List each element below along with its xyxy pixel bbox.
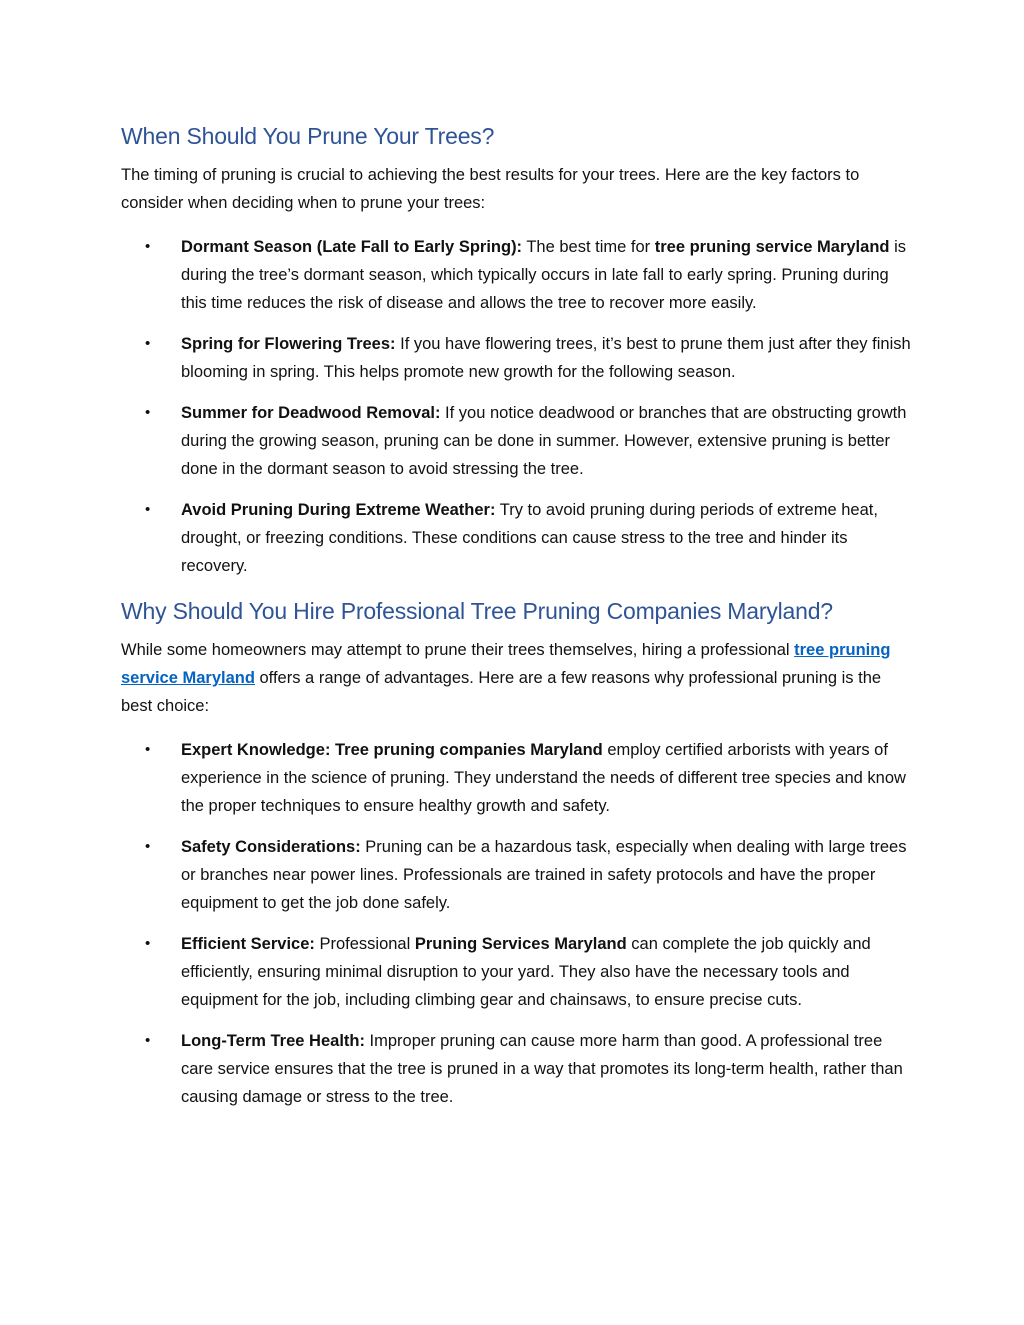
- bullet-icon: •: [145, 238, 151, 255]
- item-text: Pruning can be a hazardous task, especially when dealing with large trees or branches near power lines. Professionals are trained in safety protocols and have the proper equipment to get the job done safely.: [181, 838, 907, 912]
- item-label: Dormant Season (Late Fall to Early Spring):: [181, 238, 523, 256]
- section-heading-why: Why Should You Hire Professional Tree Pruning Companies Maryland?: [121, 598, 833, 624]
- bullet-icon: •: [145, 838, 151, 855]
- bullet-icon: •: [145, 741, 151, 758]
- timing-list: [121, 233, 911, 580]
- item-text: If you have flowering trees, it’s best to prune them just after they finish blooming in spring. This helps promote new growth for the following season.: [181, 335, 911, 381]
- bullet-icon: •: [145, 335, 151, 352]
- list-item: [121, 1027, 911, 1111]
- list-item: [121, 930, 911, 1014]
- list-item: [121, 833, 911, 917]
- item-label: Spring for Flowering Trees:: [181, 335, 396, 353]
- item-text: is during the tree’s dormant season, which typically occurs in late fall to early spring. Pruning during this time reduces the risk of disease and allows the tree to recover more easily.: [181, 238, 906, 312]
- item-label: Long-Term Tree Health:: [181, 1032, 365, 1050]
- item-text: If you notice deadwood or branches that are obstructing growth during the growing season, pruning can be done in summer. However, extensive pruning is better done in the dormant season to avoid stressing the tree.: [181, 404, 907, 478]
- intro-text: While some homeowners may attempt to prune their trees themselves, hiring a professional: [121, 641, 795, 659]
- section-intro-why: [121, 636, 911, 720]
- item-label: Avoid Pruning During Extreme Weather:: [181, 501, 496, 519]
- list-item: [121, 736, 911, 820]
- list-item: [121, 399, 911, 483]
- item-text: Improper pruning can cause more harm than good. A professional tree care service ensures that the tree is pruned in a way that promotes its long-term health, rather than causing damage or stress to the tree.: [181, 1032, 903, 1106]
- bullet-icon: •: [145, 404, 151, 421]
- item-strong: Pruning Services Maryland: [414, 935, 627, 953]
- item-text: The best time for: [522, 238, 655, 256]
- bullet-icon: •: [145, 935, 151, 952]
- item-label: Efficient Service:: [181, 935, 315, 953]
- item-strong: tree pruning service Maryland: [654, 238, 890, 256]
- reasons-list: [121, 736, 911, 1111]
- list-item: [121, 233, 911, 317]
- intro-text: offers a range of advantages. Here are a few reasons why professional pruning is the best choice:: [121, 669, 882, 715]
- document-page: [121, 118, 911, 1124]
- item-text: can complete the job quickly and efficiently, ensuring minimal disruption to your yard. They also have the necessary tools and equipment for the job, including climbing gear and chainsaws, to ensure precise cuts.: [181, 935, 871, 1009]
- section-why: [121, 593, 911, 1111]
- bullet-icon: •: [145, 501, 151, 518]
- bullet-icon: •: [145, 1032, 151, 1049]
- tree-pruning-service-link[interactable]: tree pruning service Maryland: [121, 641, 891, 687]
- list-item: [121, 330, 911, 386]
- item-label: Summer for Deadwood Removal:: [181, 404, 441, 422]
- item-label: Expert Knowledge: Tree pruning companies Maryland: [181, 741, 603, 759]
- item-text: Professional: [314, 935, 415, 953]
- section-intro-when: The timing of pruning is crucial to achieving the best results for your trees. Here are the key factors to consider when deciding when to prune your trees:: [121, 166, 860, 212]
- item-text: Try to avoid pruning during periods of extreme heat, drought, or freezing conditions. These conditions can cause stress to the tree and hinder its recovery.: [181, 501, 878, 575]
- section-heading-when: When Should You Prune Your Trees?: [121, 123, 495, 149]
- list-item: [121, 496, 911, 580]
- item-label: Safety Considerations:: [181, 838, 361, 856]
- item-text: employ certified arborists with years of experience in the science of pruning. They understand the needs of different tree species and know the proper techniques to ensure healthy growth and safety.: [181, 741, 906, 815]
